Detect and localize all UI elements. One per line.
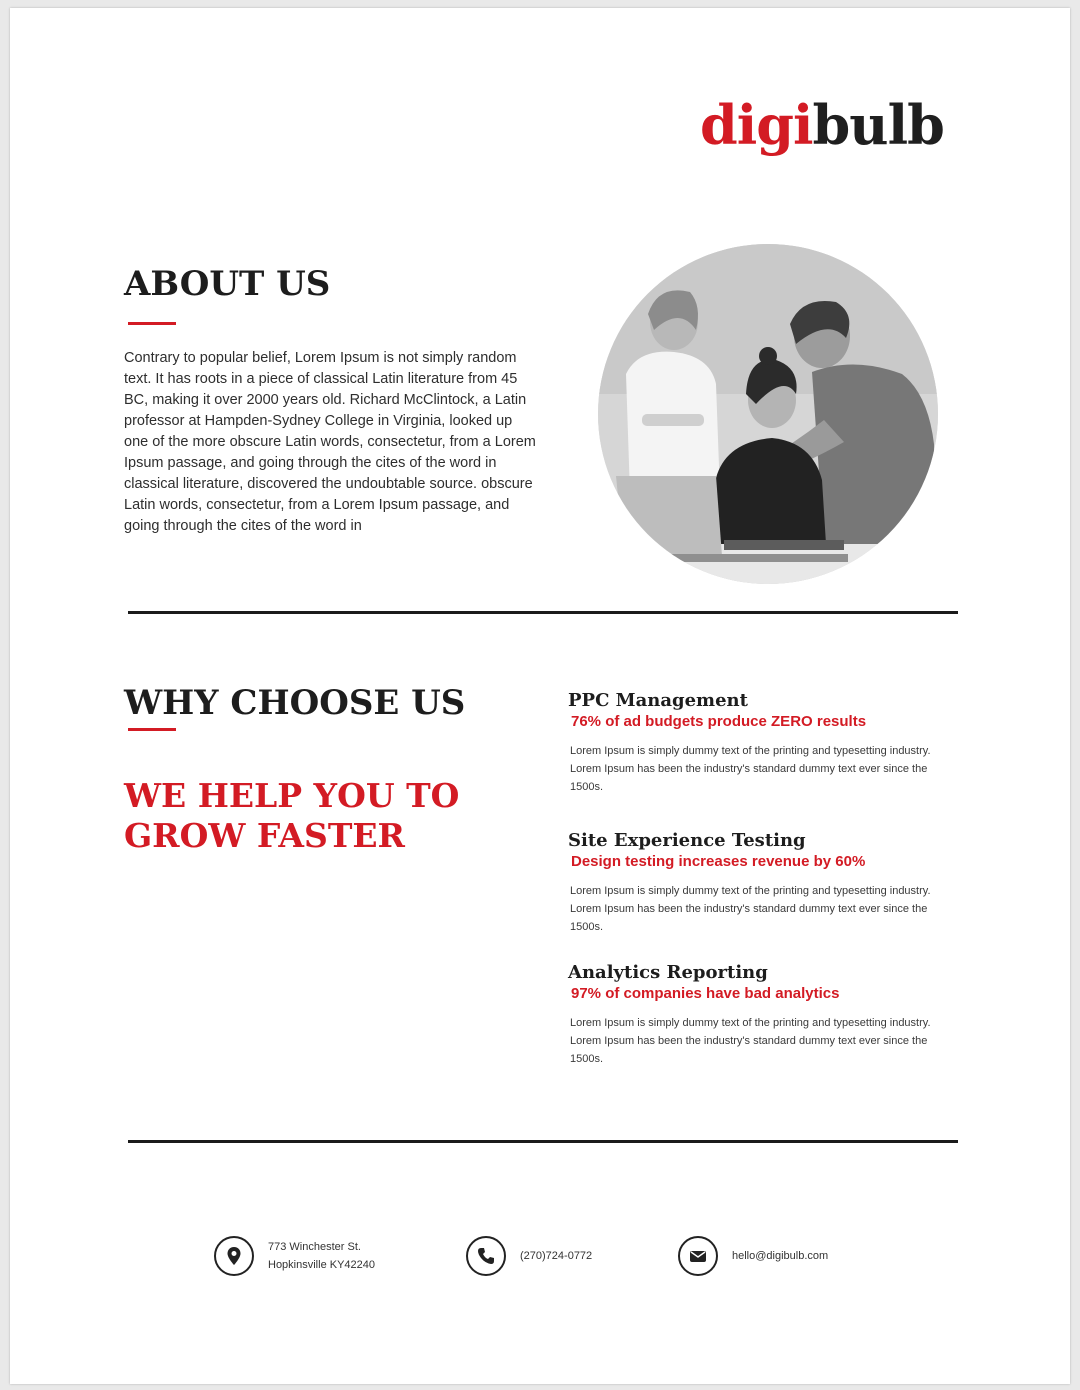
phone-text[interactable]: (270)724-0772 [520,1250,593,1262]
contact-address [214,1236,375,1276]
feature-stat: Design testing increases revenue by 60% [571,853,866,870]
team-photo [598,244,938,584]
feature-title: PPC Management [568,690,748,711]
email-text[interactable]: hello@digibulb.com [732,1250,829,1262]
feature-title: Site Experience Testing [568,830,806,851]
why-title: WHY CHOOSE US [124,683,466,723]
about-title-underline [128,322,176,325]
feature-stat: 76% of ad budgets produce ZERO results [571,713,867,730]
about-title: ABOUT US [124,264,331,304]
feature-analytics [568,962,968,1068]
feature-desc: Lorem Ipsum is simply dummy text of the printing and typesetting industry. Lorem Ipsum has been the industry's standard dummy text ever since the 1500s. [570,885,931,933]
team-photo-illustration [598,244,938,584]
section-divider-bottom [128,1140,958,1143]
location-pin-icon [214,1236,254,1276]
address-line-1: 773 Winchester St. [268,1241,361,1253]
feature-ppc [568,690,968,796]
tagline: WE HELP YOU TO GROW FASTER [124,776,460,855]
about-body-text: Contrary to popular belief, Lorem Ipsum is not simply random text. It has roots in a piece of classical Latin literature from 45 BC, making it over 2000 years old. Richard McClintock, a Latin professor at Hampden-Sydney College in Virginia, looked up one of the more obscure Latin words, consectetur, from a Lorem Ipsum passage, and going through the cites of the word in classical literature, discovered the undoubtable source. obscure Latin words, consectetur, from a Lorem Ipsum passage, and going through the cites of the word in [124,350,536,534]
phone-icon [466,1236,506,1276]
feature-stat: 97% of companies have bad analytics [571,985,840,1002]
contact-phone [466,1236,592,1276]
flyer-page [10,8,1070,1384]
brand-logo [700,93,944,157]
address-line-2: Hopkinsville KY42240 [268,1259,376,1271]
contact-email [678,1236,828,1276]
email-icon [678,1236,718,1276]
feature-desc: Lorem Ipsum is simply dummy text of the printing and typesetting industry. Lorem Ipsum has been the industry's standard dummy text ever since the 1500s. [570,1017,931,1065]
feature-site-testing [568,830,968,936]
logo-text-accent: digi [700,93,813,157]
why-title-underline [128,728,176,731]
logo-text-dark: bulb [812,93,944,157]
address-text [268,1238,375,1274]
feature-desc: Lorem Ipsum is simply dummy text of the printing and typesetting industry. Lorem Ipsum has been the industry's standard dummy text ever since the 1500s. [570,745,931,793]
section-divider-top [128,611,958,614]
feature-title: Analytics Reporting [568,962,768,983]
